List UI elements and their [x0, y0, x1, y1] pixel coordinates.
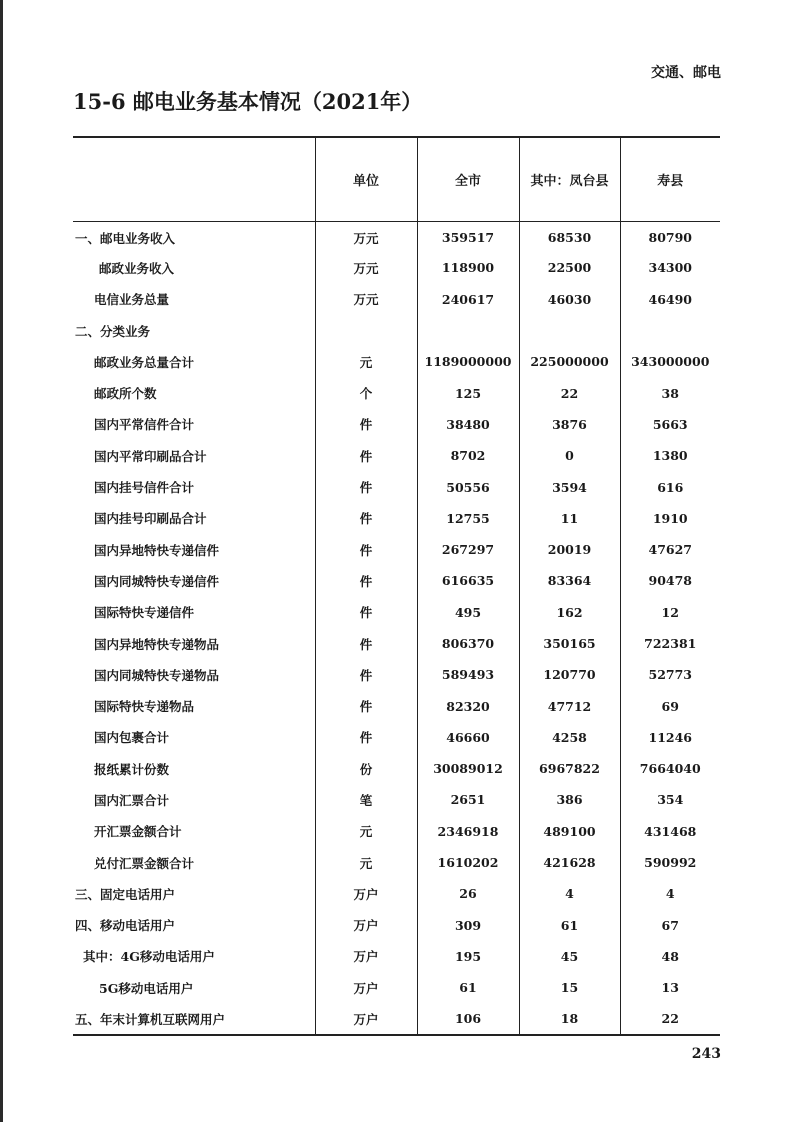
row-value-shouxian: 48	[620, 941, 720, 972]
row-unit: 件	[315, 690, 417, 721]
table-row	[73, 315, 720, 346]
table-body	[73, 221, 720, 1035]
row-label: 国内平常信件合计	[94, 417, 195, 433]
table-row	[73, 941, 720, 972]
row-value-city: 616635	[417, 565, 519, 596]
row-unit: 万户	[315, 878, 417, 909]
row-value-fengtai: 46030	[519, 284, 620, 315]
row-unit: 件	[315, 534, 417, 565]
row-unit: 件	[315, 722, 417, 753]
row-value-city: 2346918	[417, 816, 519, 847]
row-label: 国际特快专递物品	[94, 699, 195, 715]
row-value-city: 38480	[417, 409, 519, 440]
row-value-city: 195	[417, 941, 519, 972]
row-label: 报纸累计份数	[94, 761, 170, 777]
table-row	[73, 753, 720, 784]
table-row	[73, 471, 720, 502]
row-value-shouxian: 90478	[620, 565, 720, 596]
table-row	[73, 784, 720, 815]
row-value-fengtai: 162	[519, 597, 620, 628]
row-label: 国内同城特快专递物品	[94, 667, 220, 683]
row-unit	[315, 315, 417, 346]
table-row	[73, 440, 720, 471]
row-value-city: 240617	[417, 284, 519, 315]
row-value-shouxian: 12	[620, 597, 720, 628]
row-label: 兑付汇票金额合计	[94, 855, 195, 871]
row-unit: 万户	[315, 1003, 417, 1034]
table-row	[73, 847, 720, 878]
row-label: 二、分类业务	[75, 323, 151, 339]
row-label: 国内同城特快专递信件	[94, 573, 220, 589]
row-value-city: 359517	[417, 221, 519, 252]
row-label: 电信业务总量	[94, 292, 170, 308]
row-value-shouxian: 47627	[620, 534, 720, 565]
row-value-city: 82320	[417, 690, 519, 721]
row-value-fengtai: 4258	[519, 722, 620, 753]
row-value-shouxian: 69	[620, 690, 720, 721]
row-unit: 件	[315, 409, 417, 440]
row-value-shouxian: 4	[620, 878, 720, 909]
row-value-shouxian: 80790	[620, 221, 720, 252]
statistics-table	[73, 136, 720, 1036]
row-value-fengtai: 4	[519, 878, 620, 909]
row-value-fengtai: 20019	[519, 534, 620, 565]
table-row	[73, 972, 720, 1003]
table-row	[73, 597, 720, 628]
table-row	[73, 722, 720, 753]
section-tag: 交通、邮电	[651, 65, 721, 81]
row-value-fengtai: 15	[519, 972, 620, 1003]
row-label: 邮政业务总量合计	[94, 354, 195, 370]
row-label: 三、固定电话用户	[75, 886, 176, 902]
row-value-fengtai: 3594	[519, 471, 620, 502]
row-unit: 万元	[315, 284, 417, 315]
row-value-fengtai: 225000000	[519, 346, 620, 377]
row-value-city: 50556	[417, 471, 519, 502]
row-value-shouxian: 22	[620, 1003, 720, 1034]
row-value-fengtai: 350165	[519, 628, 620, 659]
row-value-fengtai: 61	[519, 910, 620, 941]
row-value-city: 125	[417, 377, 519, 408]
row-label: 开汇票金额合计	[94, 824, 182, 840]
row-value-shouxian: 5663	[620, 409, 720, 440]
row-value-shouxian: 67	[620, 910, 720, 941]
row-value-fengtai: 83364	[519, 565, 620, 596]
header-item	[73, 137, 315, 221]
row-value-city: 12755	[417, 503, 519, 534]
row-label: 国内包裹合计	[94, 730, 170, 746]
row-value-fengtai: 3876	[519, 409, 620, 440]
row-unit: 件	[315, 597, 417, 628]
row-value-city: 26	[417, 878, 519, 909]
row-value-city: 495	[417, 597, 519, 628]
row-label: 5G移动电话用户	[99, 980, 194, 996]
table-row	[73, 910, 720, 941]
row-value-shouxian: 52773	[620, 659, 720, 690]
row-value-fengtai: 22	[519, 377, 620, 408]
table-row	[73, 409, 720, 440]
row-unit: 个	[315, 377, 417, 408]
row-label: 国际特快专递信件	[94, 605, 195, 621]
row-value-fengtai: 0	[519, 440, 620, 471]
row-value-fengtai: 68530	[519, 221, 620, 252]
row-value-fengtai: 45	[519, 941, 620, 972]
row-unit: 万户	[315, 972, 417, 1003]
row-value-fengtai: 421628	[519, 847, 620, 878]
table-row	[73, 1003, 720, 1034]
table-row	[73, 816, 720, 847]
row-value-shouxian: 431468	[620, 816, 720, 847]
page-edge-line	[0, 0, 3, 1122]
row-label: 五、年末计算机互联网用户	[73, 1003, 315, 1034]
row-value-city: 106	[417, 1003, 519, 1034]
row-value-fengtai	[519, 315, 620, 346]
row-value-city: 2651	[417, 784, 519, 815]
table-row	[73, 377, 720, 408]
row-label: 国内挂号印刷品合计	[94, 511, 207, 527]
header-unit: 单位	[315, 137, 417, 221]
row-label: 国内异地特快专递信件	[94, 542, 220, 558]
row-unit: 万元	[315, 221, 417, 252]
row-label: 邮政所个数	[94, 386, 157, 402]
row-label: 四、移动电话用户	[75, 918, 176, 934]
row-value-fengtai: 386	[519, 784, 620, 815]
row-label: 其中：4G移动电话用户	[83, 949, 215, 965]
row-value-shouxian: 7664040	[620, 753, 720, 784]
header-city: 全市	[417, 137, 519, 221]
row-value-shouxian: 38	[620, 377, 720, 408]
row-unit: 万户	[315, 941, 417, 972]
row-unit: 元	[315, 816, 417, 847]
row-value-city: 30089012	[417, 753, 519, 784]
table-row	[73, 565, 720, 596]
page-title: 15-6 邮电业务基本情况（2021年）	[73, 89, 423, 114]
page-number: 243	[691, 1046, 721, 1062]
row-value-fengtai: 6967822	[519, 753, 620, 784]
row-value-city: 589493	[417, 659, 519, 690]
row-value-fengtai: 18	[519, 1003, 620, 1034]
row-unit: 件	[315, 471, 417, 502]
row-value-city: 46660	[417, 722, 519, 753]
row-value-shouxian: 590992	[620, 847, 720, 878]
row-unit: 元	[315, 346, 417, 377]
row-unit: 万元	[315, 252, 417, 283]
row-unit: 元	[315, 847, 417, 878]
row-label: 国内异地特快专递物品	[94, 636, 220, 652]
row-value-shouxian: 1380	[620, 440, 720, 471]
row-value-city: 118900	[417, 252, 519, 283]
table-row	[73, 221, 720, 252]
row-value-shouxian: 722381	[620, 628, 720, 659]
row-unit: 份	[315, 753, 417, 784]
table-row	[73, 534, 720, 565]
table-row	[73, 252, 720, 283]
row-value-fengtai: 22500	[519, 252, 620, 283]
row-value-city: 806370	[417, 628, 519, 659]
row-unit: 笔	[315, 784, 417, 815]
header-fengtai: 其中：凤台县	[519, 137, 620, 221]
row-unit: 万户	[315, 910, 417, 941]
row-value-fengtai: 11	[519, 503, 620, 534]
row-unit: 件	[315, 440, 417, 471]
table-row	[73, 628, 720, 659]
row-unit: 件	[315, 503, 417, 534]
row-value-shouxian: 11246	[620, 722, 720, 753]
row-value-shouxian: 13	[620, 972, 720, 1003]
table-row	[73, 503, 720, 534]
table-row	[73, 284, 720, 315]
row-value-shouxian: 354	[620, 784, 720, 815]
row-unit: 件	[315, 565, 417, 596]
row-value-city: 309	[417, 910, 519, 941]
table-row	[73, 878, 720, 909]
table-row	[73, 690, 720, 721]
row-label: 国内挂号信件合计	[94, 480, 195, 496]
row-value-city: 1610202	[417, 847, 519, 878]
row-value-shouxian: 616	[620, 471, 720, 502]
table-header-row	[73, 137, 720, 221]
row-unit: 件	[315, 659, 417, 690]
header-shouxian: 寿县	[620, 137, 720, 221]
row-value-fengtai: 47712	[519, 690, 620, 721]
row-value-city: 1189000000	[417, 346, 519, 377]
row-label: 邮政业务收入	[99, 260, 175, 276]
row-value-city: 61	[417, 972, 519, 1003]
row-value-shouxian: 46490	[620, 284, 720, 315]
row-value-city	[417, 315, 519, 346]
row-value-city: 8702	[417, 440, 519, 471]
row-unit: 件	[315, 628, 417, 659]
row-value-shouxian: 1910	[620, 503, 720, 534]
row-value-shouxian: 34300	[620, 252, 720, 283]
row-value-fengtai: 489100	[519, 816, 620, 847]
row-value-shouxian: 343000000	[620, 346, 720, 377]
row-value-fengtai: 120770	[519, 659, 620, 690]
table-row	[73, 346, 720, 377]
row-label: 国内汇票合计	[94, 792, 170, 808]
row-label: 一、邮电业务收入	[75, 230, 176, 246]
row-label: 国内平常印刷品合计	[94, 448, 207, 464]
row-value-shouxian	[620, 315, 720, 346]
row-value-city: 267297	[417, 534, 519, 565]
table-row	[73, 659, 720, 690]
